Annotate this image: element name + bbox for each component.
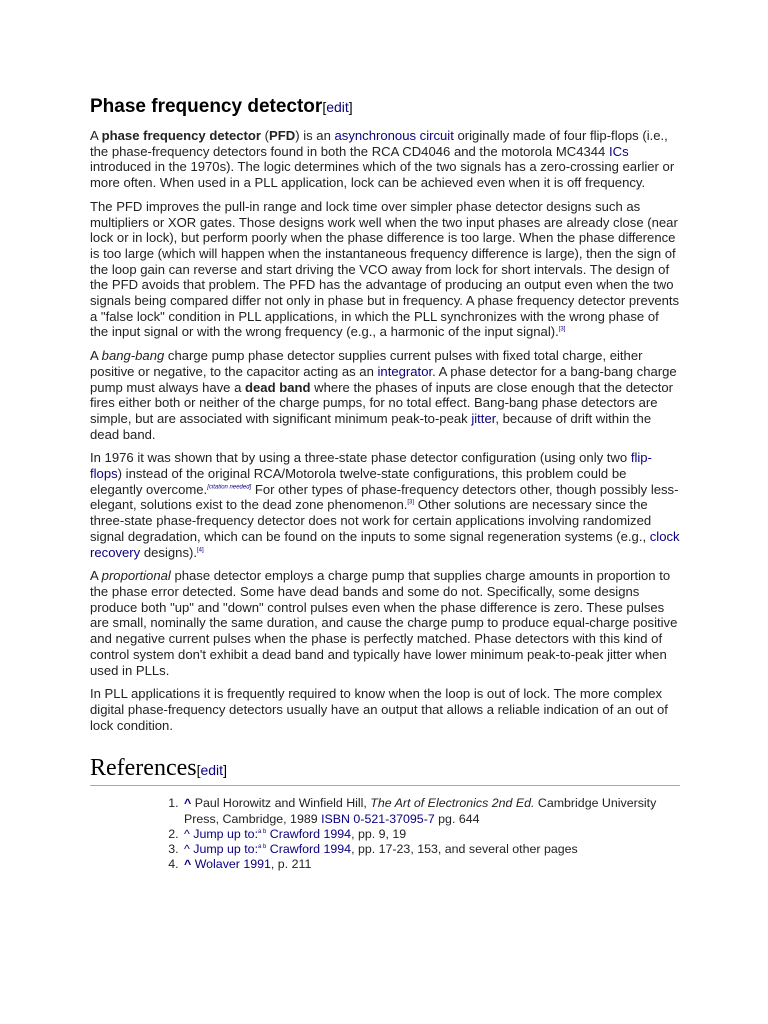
paragraph-intro <box>90 128 680 191</box>
citation-link[interactable]: [3] <box>407 500 415 507</box>
text: A <box>90 568 102 584</box>
text: , because of drift within the dead band. <box>90 410 652 442</box>
citation-link[interactable]: [3] <box>558 327 566 334</box>
text: The PFD improves the pull-in range and lock time over simpler phase detector designs such as multipliers or XOR gates. Those designs work well when the two input phases are already close (near lock or in lock), but perform poorly when the phase difference is too large. When the phase difference is too large (which will happen when the instantaneous frequency difference is large), then the sign of the loop gain can reverse and start driving the VCO away from lock for short intervals. The design of the PFD avoids that problem. The PFD has the advantage of producing an output even when the two signals being compared differ not only in phase but in frequency. A phase frequency detector prevents a "false lock" condition in PLL applications, in which the PLL synchronizes with the wrong phase of the input signal or with the wrong frequency (e.g., a harmonic of the input signal). <box>90 198 680 340</box>
term-italic: bang-bang <box>101 348 165 364</box>
caret: ^ <box>184 826 190 841</box>
back-link-caret[interactable]: ^ <box>184 857 192 872</box>
text: phase detector employs a charge pump that supplies charge amounts in proportion to the phase error detected. Some have dead bands and some do not. Specifically, some designs produce both "up" and "down" control pulses even when the phase difference is zero. These pulses are small, nominally the same duration, and cause the charge pump to produce equal-charge positive and negative current pulses when the phase is perfectly matched. Phase detectors with this kind of control system don't exhibit a dead band and typically have lower minimum peak-to-peak jitter when used in PLLs. <box>90 568 678 678</box>
text: A <box>90 128 102 143</box>
paragraph-bang-bang <box>90 348 680 442</box>
term-bold: PFD <box>269 128 296 143</box>
edit-link[interactable]: edit <box>200 762 224 779</box>
link-integrator[interactable]: integrator <box>377 363 433 379</box>
section-heading-references <box>90 755 680 786</box>
text: , pp. 9, 19 <box>351 826 407 841</box>
paragraph-three-state <box>90 450 680 560</box>
text: For other types of phase-frequency detectors other, though possibly less-elegant, solutions exist to the dead zone phenomenon. <box>90 481 679 513</box>
text: introduced in the 1970s). The logic determines which of the two signals has a zero-crossing earlier or more often. When used in a PLL application, lock can be achieved even when it is off frequency. <box>90 159 675 191</box>
text: , pp. 17-23, 153, and several other pages <box>351 841 578 856</box>
back-links[interactable]: a b <box>258 828 267 835</box>
back-links[interactable]: a b <box>258 843 267 850</box>
term-italic: proportional <box>101 568 171 584</box>
text: , p. 211 <box>270 857 312 872</box>
edit-section-link: [edit] <box>322 99 353 115</box>
text: In PLL applications it is frequently required to know when the loop is out of lock. The more complex digital phase-frequency detectors usually have an output that allows a reliable indication of an out of lock condition. <box>90 686 668 733</box>
text: In 1976 it was shown that by using a three-state phase detector configuration (using only two <box>90 450 631 466</box>
link-flip-flops[interactable]: flip-flops <box>90 450 652 482</box>
jump-up-label: Jump up to: <box>189 841 259 856</box>
link-clock-recovery[interactable]: clock recovery <box>90 528 680 560</box>
back-link-caret[interactable]: ^ <box>184 796 192 811</box>
edit-section-link: [edit] <box>196 762 227 779</box>
citation-needed-link[interactable]: [citation needed] <box>207 484 252 491</box>
link-ics[interactable]: ICs <box>608 143 629 159</box>
link-asynchronous-circuit[interactable]: asynchronous circuit <box>334 128 454 143</box>
paragraph-out-of-lock <box>90 686 680 733</box>
citation-link[interactable]: [4] <box>197 547 204 554</box>
text: ) instead of the original RCA/Motorola twelve-state configurations, this problem could be elegantly overcome. <box>90 466 627 497</box>
reference-item <box>182 842 680 857</box>
text: Other solutions are necessary since the three-state phase-frequency detector does not work for certain applications involving randomized signal degradation, which can be found on the inputs to some signal regeneration systems (e.g., <box>90 497 652 544</box>
term-bold: phase frequency detector <box>101 128 262 143</box>
link-isbn[interactable]: ISBN 0-521-37095-7 <box>321 811 435 826</box>
text: Cambridge University Press, Cambridge, 1989 <box>184 796 657 826</box>
link-wolaver-1991[interactable]: Wolaver 1991 <box>191 857 271 872</box>
section-heading-phase-frequency-detector <box>90 96 680 118</box>
link-crawford-1994[interactable]: Crawford 1994 <box>266 826 352 841</box>
link-crawford-1994[interactable]: Crawford 1994 <box>266 841 352 856</box>
jump-up-label: Jump up to: <box>189 826 259 841</box>
paragraph-pfd-improves <box>90 199 680 340</box>
text: A <box>90 348 102 364</box>
reference-list <box>90 796 680 872</box>
section-title: Phase frequency detector <box>90 96 323 117</box>
text: ) is an <box>295 128 335 143</box>
caret: ^ <box>184 841 190 856</box>
text: ( <box>261 128 270 143</box>
text: charge pump phase detector supplies current pulses with fixed total charge, either positive or negative, to the capacitor acting as an <box>90 348 643 379</box>
book-title: The Art of Electronics 2nd Ed. <box>370 796 535 811</box>
text: where the phases of inputs are close enough that the detector fires either both or neither of the charge pumps, for no total effect. Bang-bang phase detectors are simple, but are associated with significant minimum peak-to-peak <box>90 379 674 426</box>
text: . A phase detector for a bang-bang charge pump must always have a <box>90 363 677 395</box>
text: originally made of four flip-flops (i.e., the phase-frequency detectors found in both the RCA CD4046 and the motorola MC4344 <box>90 128 668 159</box>
reference-item <box>182 857 680 872</box>
link-jitter[interactable]: jitter <box>471 410 496 426</box>
edit-link[interactable]: edit <box>326 99 349 115</box>
paragraph-proportional <box>90 568 680 678</box>
article-content <box>90 96 680 872</box>
text: Paul Horowitz and Winfield Hill, <box>191 796 371 811</box>
reference-item <box>182 827 680 842</box>
text: pg. 644 <box>434 811 480 826</box>
reference-item <box>182 796 680 826</box>
term-bold: dead band <box>245 379 311 395</box>
section-title: References <box>90 755 197 782</box>
text: designs). <box>140 544 197 560</box>
